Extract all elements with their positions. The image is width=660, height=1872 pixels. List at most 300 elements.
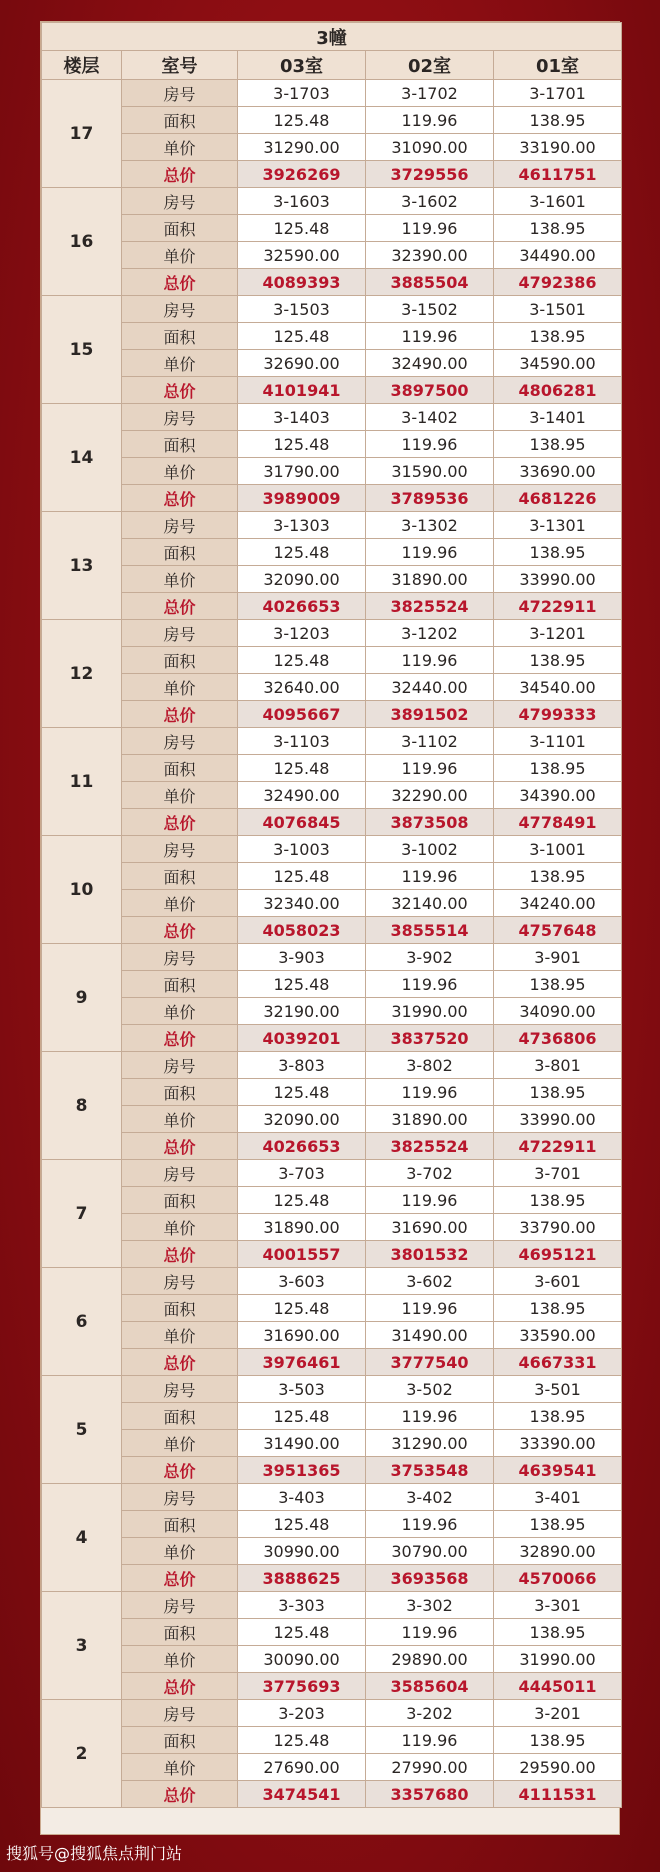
row-label: 单价 [122,350,238,377]
area-cell: 138.95 [494,1727,622,1754]
area-cell: 125.48 [238,1511,366,1538]
row-label: 面积 [122,431,238,458]
area-cell: 125.48 [238,863,366,890]
row-label: 单价 [122,890,238,917]
room-number-row [42,1592,622,1619]
total-cell: 4026653 [238,593,366,620]
area-row [42,215,622,242]
unit-price-cell: 30090.00 [238,1646,366,1673]
row-label: 房号 [122,188,238,215]
row-label: 总价 [122,377,238,404]
floor-cell: 10 [42,836,122,944]
floor-cell: 3 [42,1592,122,1700]
total-cell: 3897500 [366,377,494,404]
area-cell: 119.96 [366,1187,494,1214]
room-no-cell: 3-1503 [238,296,366,323]
room-number-row [42,80,622,107]
total-cell: 4681226 [494,485,622,512]
row-label: 面积 [122,1079,238,1106]
header-col-02: 02室 [366,51,494,80]
unit-price-cell: 33390.00 [494,1430,622,1457]
unit-price-cell: 32390.00 [366,242,494,269]
room-number-row [42,1052,622,1079]
row-label: 总价 [122,1349,238,1376]
room-no-cell: 3-1701 [494,80,622,107]
unit-price-row [42,998,622,1025]
floor-cell: 4 [42,1484,122,1592]
room-no-cell: 3-1402 [366,404,494,431]
area-cell: 138.95 [494,755,622,782]
room-number-row [42,296,622,323]
unit-price-cell: 31690.00 [238,1322,366,1349]
area-cell: 119.96 [366,1403,494,1430]
unit-price-cell: 33990.00 [494,1106,622,1133]
unit-price-cell: 32690.00 [238,350,366,377]
total-price-row [42,593,622,620]
area-cell: 138.95 [494,323,622,350]
room-no-cell: 3-502 [366,1376,494,1403]
room-no-cell: 3-1202 [366,620,494,647]
total-price-row [42,1133,622,1160]
total-price-row [42,917,622,944]
unit-price-cell: 33990.00 [494,566,622,593]
unit-price-cell: 27690.00 [238,1754,366,1781]
row-label: 面积 [122,1187,238,1214]
room-number-row [42,404,622,431]
total-cell: 4722911 [494,1133,622,1160]
watermark-text: 搜狐号@搜狐焦点荆门站 [6,1844,183,1863]
row-label: 单价 [122,1430,238,1457]
total-cell: 4722911 [494,593,622,620]
total-cell: 3585604 [366,1673,494,1700]
total-cell: 3775693 [238,1673,366,1700]
total-price-row [42,1457,622,1484]
header-floor: 楼层 [42,51,122,80]
unit-price-cell: 34240.00 [494,890,622,917]
unit-price-cell: 31290.00 [366,1430,494,1457]
unit-price-cell: 32440.00 [366,674,494,701]
total-price-row [42,1565,622,1592]
unit-price-row [42,1214,622,1241]
row-label: 总价 [122,1457,238,1484]
total-cell: 3693568 [366,1565,494,1592]
row-label: 单价 [122,1646,238,1673]
room-no-cell: 3-1703 [238,80,366,107]
unit-price-cell: 32140.00 [366,890,494,917]
room-number-row [42,1700,622,1727]
room-no-cell: 3-1001 [494,836,622,863]
total-cell: 4757648 [494,917,622,944]
room-number-row [42,512,622,539]
room-no-cell: 3-601 [494,1268,622,1295]
area-cell: 138.95 [494,1295,622,1322]
total-price-row [42,701,622,728]
room-no-cell: 3-602 [366,1268,494,1295]
room-no-cell: 3-603 [238,1268,366,1295]
room-no-cell: 3-1002 [366,836,494,863]
area-row [42,1619,622,1646]
total-cell: 4445011 [494,1673,622,1700]
total-price-row [42,377,622,404]
room-no-cell: 3-803 [238,1052,366,1079]
unit-price-cell: 31990.00 [366,998,494,1025]
row-label: 房号 [122,836,238,863]
row-label: 总价 [122,269,238,296]
total-price-row [42,485,622,512]
price-table [41,22,622,1808]
unit-price-row [42,674,622,701]
price-table-frame [40,21,620,1835]
unit-price-cell: 33690.00 [494,458,622,485]
area-row [42,1511,622,1538]
unit-price-cell: 29590.00 [494,1754,622,1781]
unit-price-cell: 32490.00 [238,782,366,809]
total-cell: 3789536 [366,485,494,512]
row-label: 房号 [122,620,238,647]
row-label: 面积 [122,1619,238,1646]
unit-price-cell: 32890.00 [494,1538,622,1565]
room-number-row [42,944,622,971]
area-cell: 119.96 [366,1511,494,1538]
area-cell: 119.96 [366,1079,494,1106]
row-label: 面积 [122,1511,238,1538]
area-cell: 138.95 [494,647,622,674]
room-no-cell: 3-1301 [494,512,622,539]
row-label: 面积 [122,215,238,242]
room-no-cell: 3-303 [238,1592,366,1619]
total-cell: 4639541 [494,1457,622,1484]
row-label: 房号 [122,1592,238,1619]
area-cell: 119.96 [366,539,494,566]
total-price-row [42,1673,622,1700]
area-cell: 138.95 [494,1079,622,1106]
area-cell: 125.48 [238,539,366,566]
room-no-cell: 3-403 [238,1484,366,1511]
total-cell: 3837520 [366,1025,494,1052]
area-cell: 119.96 [366,107,494,134]
room-no-cell: 3-1601 [494,188,622,215]
unit-price-row [42,1538,622,1565]
total-cell: 4089393 [238,269,366,296]
floor-cell: 14 [42,404,122,512]
total-cell: 3888625 [238,1565,366,1592]
room-no-cell: 3-1702 [366,80,494,107]
area-cell: 138.95 [494,215,622,242]
total-cell: 4095667 [238,701,366,728]
row-label: 房号 [122,296,238,323]
area-cell: 119.96 [366,971,494,998]
unit-price-cell: 31490.00 [366,1322,494,1349]
unit-price-cell: 33790.00 [494,1214,622,1241]
row-label: 房号 [122,1484,238,1511]
area-cell: 138.95 [494,971,622,998]
area-cell: 138.95 [494,1403,622,1430]
area-cell: 125.48 [238,755,366,782]
room-number-row [42,1376,622,1403]
area-row [42,1187,622,1214]
area-row [42,647,622,674]
area-row [42,863,622,890]
row-label: 面积 [122,1727,238,1754]
area-cell: 125.48 [238,431,366,458]
unit-price-row [42,1430,622,1457]
area-cell: 125.48 [238,215,366,242]
header-room: 室号 [122,51,238,80]
room-no-cell: 3-1003 [238,836,366,863]
area-cell: 138.95 [494,539,622,566]
area-cell: 119.96 [366,647,494,674]
unit-price-row [42,782,622,809]
area-row [42,323,622,350]
unit-price-cell: 32640.00 [238,674,366,701]
room-no-cell: 3-1501 [494,296,622,323]
room-number-row [42,620,622,647]
row-label: 面积 [122,1403,238,1430]
area-cell: 125.48 [238,107,366,134]
area-cell: 119.96 [366,863,494,890]
area-row [42,539,622,566]
row-label: 总价 [122,1241,238,1268]
row-label: 总价 [122,1025,238,1052]
unit-price-cell: 34540.00 [494,674,622,701]
unit-price-cell: 31090.00 [366,134,494,161]
total-cell: 3976461 [238,1349,366,1376]
total-cell: 4799333 [494,701,622,728]
floor-cell: 9 [42,944,122,1052]
room-number-row [42,1160,622,1187]
room-no-cell: 3-902 [366,944,494,971]
total-cell: 4736806 [494,1025,622,1052]
area-cell: 119.96 [366,1619,494,1646]
total-price-row [42,1781,622,1808]
row-label: 房号 [122,1700,238,1727]
unit-price-cell: 32090.00 [238,1106,366,1133]
row-label: 总价 [122,917,238,944]
row-label: 面积 [122,863,238,890]
row-label: 面积 [122,1295,238,1322]
area-cell: 119.96 [366,755,494,782]
total-price-row [42,161,622,188]
area-row [42,971,622,998]
area-row [42,1295,622,1322]
total-cell: 3729556 [366,161,494,188]
unit-price-cell: 27990.00 [366,1754,494,1781]
area-cell: 125.48 [238,1727,366,1754]
total-cell: 4792386 [494,269,622,296]
room-no-cell: 3-1101 [494,728,622,755]
total-cell: 4778491 [494,809,622,836]
total-price-row [42,1025,622,1052]
unit-price-cell: 31990.00 [494,1646,622,1673]
row-label: 房号 [122,80,238,107]
unit-price-cell: 31290.00 [238,134,366,161]
row-label: 单价 [122,1754,238,1781]
area-cell: 119.96 [366,323,494,350]
room-no-cell: 3-1403 [238,404,366,431]
title-row [42,23,622,51]
room-no-cell: 3-901 [494,944,622,971]
room-no-cell: 3-1502 [366,296,494,323]
header-col-01: 01室 [494,51,622,80]
area-cell: 125.48 [238,1403,366,1430]
room-no-cell: 3-802 [366,1052,494,1079]
floor-cell: 7 [42,1160,122,1268]
total-cell: 4806281 [494,377,622,404]
unit-price-cell: 30990.00 [238,1538,366,1565]
total-cell: 3855514 [366,917,494,944]
row-label: 单价 [122,998,238,1025]
unit-price-cell: 31790.00 [238,458,366,485]
area-row [42,1727,622,1754]
row-label: 房号 [122,1052,238,1079]
total-price-row [42,1241,622,1268]
area-cell: 125.48 [238,1619,366,1646]
unit-price-row [42,458,622,485]
area-cell: 138.95 [494,1511,622,1538]
row-label: 面积 [122,107,238,134]
row-label: 单价 [122,134,238,161]
total-cell: 3885504 [366,269,494,296]
row-label: 面积 [122,539,238,566]
unit-price-cell: 31890.00 [366,1106,494,1133]
room-no-cell: 3-402 [366,1484,494,1511]
total-price-row [42,1349,622,1376]
total-cell: 3951365 [238,1457,366,1484]
area-cell: 119.96 [366,215,494,242]
unit-price-cell: 30790.00 [366,1538,494,1565]
unit-price-row [42,134,622,161]
row-label: 总价 [122,1673,238,1700]
room-no-cell: 3-1401 [494,404,622,431]
total-cell: 4570066 [494,1565,622,1592]
building-title: 3幢 [42,23,622,51]
floor-cell: 6 [42,1268,122,1376]
room-no-cell: 3-1201 [494,620,622,647]
row-label: 总价 [122,593,238,620]
row-label: 单价 [122,1322,238,1349]
room-no-cell: 3-903 [238,944,366,971]
area-cell: 119.96 [366,431,494,458]
row-label: 单价 [122,242,238,269]
unit-price-cell: 34090.00 [494,998,622,1025]
row-label: 房号 [122,1376,238,1403]
row-label: 总价 [122,809,238,836]
floor-cell: 13 [42,512,122,620]
total-cell: 3801532 [366,1241,494,1268]
unit-price-row [42,890,622,917]
unit-price-row [42,350,622,377]
unit-price-cell: 31890.00 [238,1214,366,1241]
total-cell: 4611751 [494,161,622,188]
floor-cell: 16 [42,188,122,296]
unit-price-cell: 32490.00 [366,350,494,377]
total-cell: 3926269 [238,161,366,188]
room-number-row [42,1484,622,1511]
total-cell: 3891502 [366,701,494,728]
room-no-cell: 3-1603 [238,188,366,215]
unit-price-cell: 32190.00 [238,998,366,1025]
unit-price-cell: 34490.00 [494,242,622,269]
room-no-cell: 3-503 [238,1376,366,1403]
room-no-cell: 3-1203 [238,620,366,647]
room-no-cell: 3-1303 [238,512,366,539]
total-price-row [42,269,622,296]
floor-cell: 11 [42,728,122,836]
room-no-cell: 3-201 [494,1700,622,1727]
total-cell: 3474541 [238,1781,366,1808]
total-cell: 3753548 [366,1457,494,1484]
area-cell: 138.95 [494,863,622,890]
unit-price-cell: 31890.00 [366,566,494,593]
total-cell: 3825524 [366,593,494,620]
room-no-cell: 3-203 [238,1700,366,1727]
area-cell: 119.96 [366,1295,494,1322]
total-cell: 4111531 [494,1781,622,1808]
area-cell: 125.48 [238,1079,366,1106]
area-row [42,107,622,134]
room-no-cell: 3-1102 [366,728,494,755]
room-no-cell: 3-401 [494,1484,622,1511]
room-number-row [42,1268,622,1295]
total-cell: 4667331 [494,1349,622,1376]
unit-price-row [42,1322,622,1349]
row-label: 单价 [122,458,238,485]
area-cell: 125.48 [238,1187,366,1214]
unit-price-cell: 33190.00 [494,134,622,161]
row-label: 面积 [122,323,238,350]
area-cell: 138.95 [494,1187,622,1214]
unit-price-row [42,566,622,593]
total-cell: 4695121 [494,1241,622,1268]
unit-price-row [42,1754,622,1781]
area-cell: 125.48 [238,647,366,674]
row-label: 单价 [122,674,238,701]
header-row [42,51,622,80]
row-label: 房号 [122,944,238,971]
total-cell: 4026653 [238,1133,366,1160]
unit-price-cell: 32290.00 [366,782,494,809]
area-row [42,755,622,782]
total-price-row [42,809,622,836]
row-label: 房号 [122,512,238,539]
total-cell: 4039201 [238,1025,366,1052]
row-label: 房号 [122,728,238,755]
row-label: 面积 [122,755,238,782]
room-no-cell: 3-702 [366,1160,494,1187]
row-label: 总价 [122,161,238,188]
room-number-row [42,836,622,863]
total-cell: 3989009 [238,485,366,512]
area-cell: 125.48 [238,971,366,998]
area-cell: 125.48 [238,1295,366,1322]
unit-price-cell: 33590.00 [494,1322,622,1349]
room-no-cell: 3-1602 [366,188,494,215]
unit-price-row [42,1106,622,1133]
floor-cell: 15 [42,296,122,404]
floor-cell: 8 [42,1052,122,1160]
room-number-row [42,188,622,215]
row-label: 面积 [122,971,238,998]
floor-cell: 17 [42,80,122,188]
unit-price-cell: 32090.00 [238,566,366,593]
row-label: 房号 [122,1160,238,1187]
row-label: 单价 [122,566,238,593]
area-cell: 125.48 [238,323,366,350]
row-label: 房号 [122,404,238,431]
total-cell: 4058023 [238,917,366,944]
unit-price-row [42,1646,622,1673]
row-label: 单价 [122,782,238,809]
